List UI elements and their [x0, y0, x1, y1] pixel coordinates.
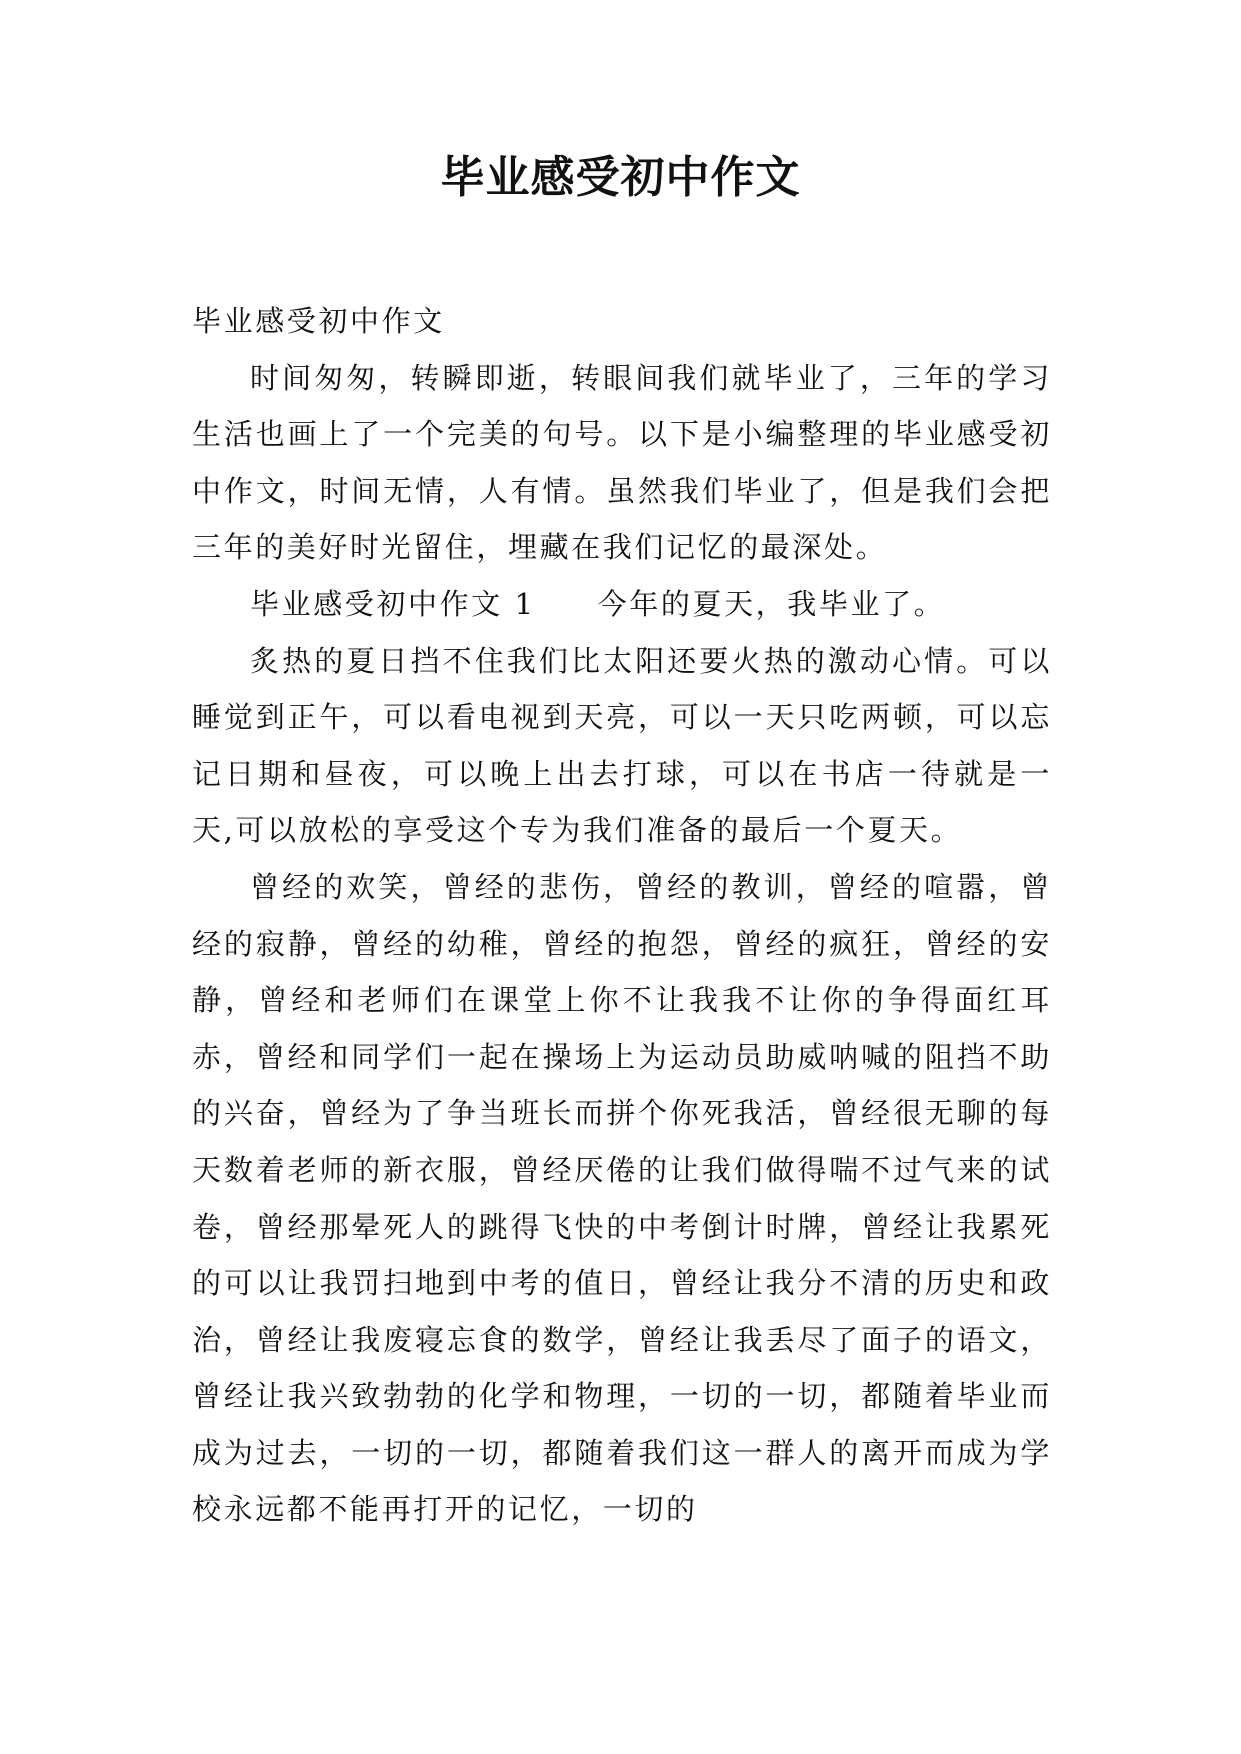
essay-heading-line: [192, 576, 1052, 633]
document-subtitle: 毕业感受初中作文: [192, 304, 445, 338]
document-title: 毕业感受初中作文: [440, 152, 801, 203]
essay-paragraph-2: 曾经的欢笑，曾经的悲伤，曾经的教训，曾经的喧嚣，曾经的寂静，曾经的幼稚，曾经的抱怨，曾经的疯狂，曾经的安静，曾经和老师们在课堂上你不让我我不让你的争得面红耳赤，曾经和同学们一起在操场上为运动员助威呐喊的阻挡不助的兴奋，曾经为了争当班长而拼个你死我活，曾经很无聊的每天数着老师的新衣服，曾经厌倦的让我们做得喘不过气来的试卷，曾经那晕死人的跳得飞快的中考倒计时牌，曾经让我累死的可以让我罚扫地到中考的值日，曾经让我分不清的历史和政治，曾经让我废寝忘食的数学，曾经让我丢尽了面子的语文，曾经让我兴致勃勃的化学和物理，一切的一切，都随着毕业而成为过去，一切的一切，都随着我们这一群人的离开而成为学校永远都不能再打开的记忆，一切的: [192, 869, 1052, 1527]
essay-paragraph-1: 炙热的夏日挡不住我们比太阳还要火热的激动心情。可以睡觉到正午，可以看电视到天亮，可以一天只吃两顿，可以忘记日期和昼夜，可以晚上出去打球，可以在书店一待就是一天,可以放松的享受这个专为我们准备的最后一个夏天。: [192, 643, 1052, 848]
essay-heading: 毕业感受初中作文 1: [250, 586, 536, 621]
intro-paragraph: 时间匆匆，转瞬即逝，转眼间我们就毕业了，三年的学习生活也画上了一个完美的句号。以下是小编整理的毕业感受初中作文，时间无情，人有情。虽然我们毕业了，但是我们会把三年的美好时光留住，埋藏在我们记忆的最深处。: [192, 360, 1052, 565]
document-body: [192, 293, 1052, 1538]
essay-first-line: 今年的夏天，我毕业了。: [597, 586, 946, 621]
